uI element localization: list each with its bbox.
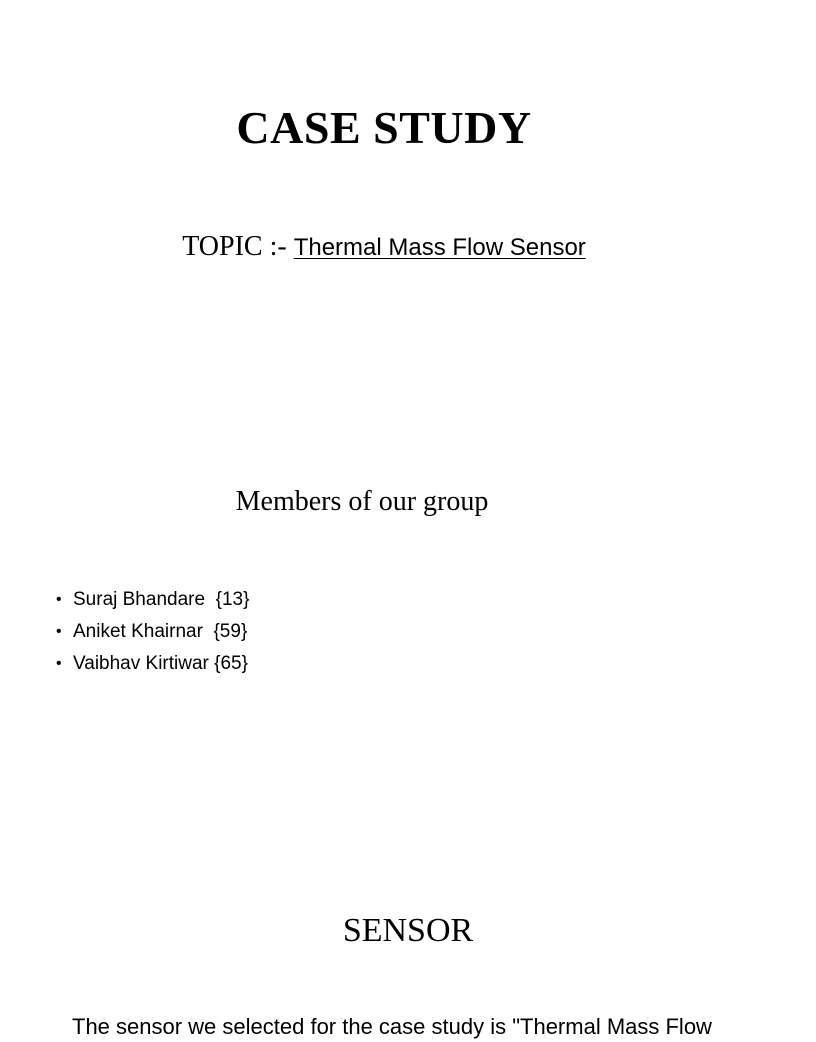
page-title: CASE STUDY xyxy=(236,102,532,153)
members-heading: Members of our group xyxy=(235,486,489,517)
list-item: • Suraj Bhandare {13} xyxy=(56,584,249,616)
topic-value: Thermal Mass Flow Sensor xyxy=(293,234,586,261)
list-item: • Aniket Khairnar {59} xyxy=(56,616,249,648)
list-item: • Vaibhav Kirtiwar {65} xyxy=(56,648,249,680)
topic-label: TOPIC :- xyxy=(182,231,294,262)
members-list xyxy=(56,584,249,680)
section-heading: SENSOR xyxy=(342,912,474,949)
topic-line xyxy=(0,229,768,266)
partial-body-line: The sensor we selected for the case study is "Thermal Mass Flow xyxy=(72,1014,712,1039)
